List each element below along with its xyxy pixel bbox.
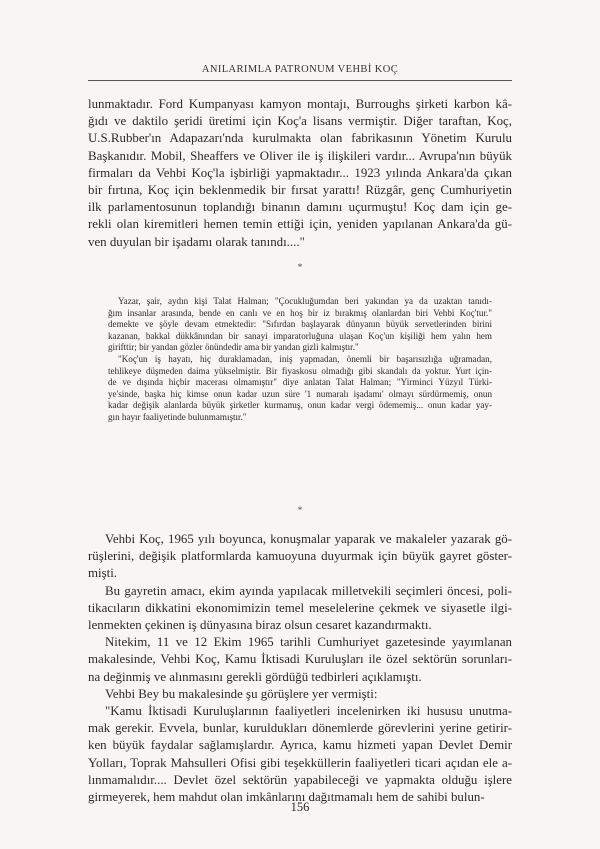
quote-paragraph [108,296,492,354]
section-separator-2: * [297,505,303,515]
text-line: ğıdı ve daktilo şeridi üretimi için Koç'a lisans vermiştir. Diğer taraftan, Koç, [88,114,512,129]
text-line: Bu gayretin amacı, ekim ayında yapılacak milletvekili seçimleri öncesi, poli- [105,583,512,598]
text-line: kadar değişik alanlarda büyük şirketler kurmamış, onun kadar vergi ödememiş... onun kadar yay- [108,400,492,411]
text-line: ilk parlamentosunun toplandığı binanın damını uçurmuştu! Koç dam için ge- [88,200,512,215]
text-line: girifttir; bir yandan gözler önündedir ama bir yandan gizli kalmıştır." [108,342,359,353]
text-line: Nitekim, 11 ve 12 Ekim 1965 tarihli Cumhuriyet gazetesinde yayımlanan [105,635,512,650]
text-line: Yolları, Toprak Mahsulleri Ofisi gibi teşekküllerin faaliyetleri ticari açıdan ele a- [88,755,512,770]
text-line: rekli olan kiremitleri hemen temin ettiği için, yeniden yapılanan Ankara'da gü- [88,217,512,232]
text-line: ğım insanlar arasında, bende en canlı ve en hoş bir iz bırakmış olanlardan biri Vehbi Koç'tur." [108,307,492,318]
text-line: Başkanıdır. Mobil, Sheaffers ve Oliver ile iş ilişkileri vardır... Avrupa'nın büyük [88,148,512,163]
paragraph [88,686,512,703]
text-line: gın hayır faaliyetinde bulunmamıştır." [108,411,247,422]
text-line: "Kamu İktisadi Kuruluşlarının faaliyetleri incelenirken iki hususu unutma- [105,704,512,719]
paragraph [88,531,512,583]
body-paragraph-top [88,96,512,251]
text-line: Yazar, şair, aydın kişi Talat Halman; "Çocukluğumdan beri yakından ya da uzaktan tanıdı- [118,296,492,306]
text-line: U.S.Rubber'ın Adapazarı'nda kurulmakta olan fabrikasının Yönetim Kurulu [88,131,512,146]
text-line: firmaları da Vehbi Koç'la işbirliği yapmaktadır... 1923 yılında Ankara'da çıkan [88,165,512,180]
body-section-1965 [88,531,512,806]
page-number: 156 [290,800,310,814]
text-line: tikacıların dikkatini ekonomimizin temel meselelerine çekmek ve siyasetle ilgi- [88,600,512,615]
header-rule [88,80,512,81]
quote-paragraph [108,354,492,424]
text-line: Vehbi Bey bu makalesinde şu görüşlere yer vermişti: [105,686,378,701]
text-line: mak gerekir. Evvela, bunlar, kuruldukları dönemlerde görevlerini yerine getirir- [88,721,512,736]
section-separator-1: * [297,262,303,272]
text-line: Vehbi Koç, 1965 yılı boyunca, konuşmalar yaparak ve makaleler yazarak gö- [105,532,512,546]
text-line: lenmekten çekinen iş dünyasına biraz olsun cesaret kazandırmaktı. [88,618,432,633]
text-line: na değinmiş ve alınmasını gerekli gördüğü tedbirleri açıklamıştı. [88,669,422,684]
text-line: rüşlerini, değişik platformlarda kamuoyuna duyurmak için büyük gayret göster- [88,549,512,564]
paragraph [88,634,512,686]
paragraph [88,583,512,635]
text-line: demekte ve şöyle devam etmektedir: "Sıfırdan başlayarak dünyanın büyük servetlerinden birini [108,319,492,330]
text-line: girmeyerek, hem mahdut olan imkânlarını dağıtmamalı hem de sahibi bulun- [88,790,485,805]
running-header: ANILARIMLA PATRONUM VEHBİ KOÇ [201,64,399,75]
text-line: ye'sinde, başka hiç kimse onun kadar uzun süre '1 numaralı işadamı' olmayı sürdürmemiş, onun [108,388,492,399]
text-line: de ve dışında hiçbir macerası olmamıştır" diye anlatan Talat Halman; "Yirminci Yüzyıl Türki- [108,377,492,388]
text-line: ken büyük faydalar sağlamışlardır. Ayrıca, kamu hizmeti yapan Devlet Demir [88,738,512,753]
quote-block-talat-halman [108,296,492,424]
paragraph [88,703,512,806]
text-line: kazanan, bakkal dükkânından bir sanayi imparatorluğuna ulaşan Koç'un kişiliği hem yalın hem [108,330,492,341]
text-line: tehlikeye düşmeden daima yükselmiştir. Bir fiyaskosu olmadığı gibi skandalı da yoktur. Yurt için- [108,365,492,376]
paragraph [88,96,512,251]
text-line: "Koç'un iş hayatı, hiç duraklamadan, iniş yapmadan, önemli bir başarısızlığa uğramadan, [118,353,492,364]
text-line: lınmamalıdır.... Devlet özel sektörün yapabileceği ve yapmakta olduğu işlere [88,772,512,787]
text-line: bir fırtına, Koç için beklenmedik bir fırsat yarattı! Rüzgâr, genç Cumhuriyetin [88,183,512,198]
text-line: lunmaktadır. Ford Kumpanyası kamyon montajı, Burroughs şirketi karbon kâ- [88,97,512,111]
text-line: ven duyulan bir işadamı olarak tanındı...." [88,234,305,249]
text-line: makalesinde, Vehbi Koç, Kamu İktisadi Kuruluşları ile özel sektörün sorunları- [88,652,512,667]
text-line: mişti. [88,566,118,581]
